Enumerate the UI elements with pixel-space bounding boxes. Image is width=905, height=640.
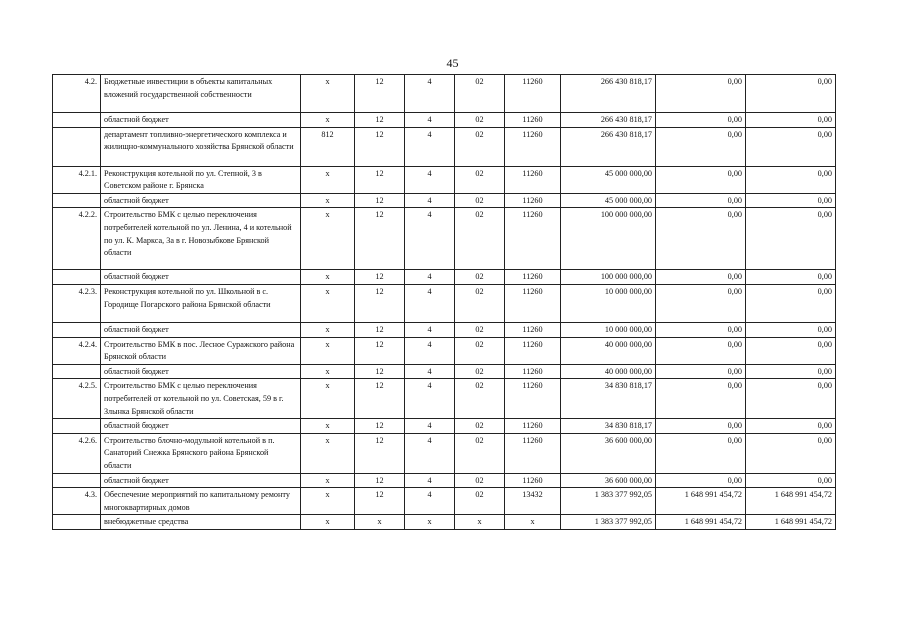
subsection-cell: 4 [405, 284, 455, 322]
amount-year2-cell: 0,00 [656, 127, 746, 166]
item-name-cell: Строительство БМК с целью переключения потребителей от котельной по ул. Советская, 59 в г. Злынка Брянской области [101, 379, 301, 419]
target-article-cell: 11260 [505, 379, 561, 419]
table-row [53, 379, 836, 419]
program-cell: 02 [455, 433, 505, 473]
subsection-cell: 4 [405, 208, 455, 270]
program-cell: 02 [455, 488, 505, 515]
code-cell: x [301, 364, 355, 379]
program-cell: x [455, 515, 505, 530]
subsection-cell: 4 [405, 113, 455, 128]
table-row [53, 515, 836, 530]
amount-year2-cell: 0,00 [656, 270, 746, 285]
item-name-cell: областной бюджет [101, 364, 301, 379]
amount-year1-cell: 45 000 000,00 [561, 193, 656, 208]
amount-year2-cell: 0,00 [656, 337, 746, 364]
row-number-cell: 4.2.1. [53, 166, 101, 193]
amount-year2-cell: 0,00 [656, 208, 746, 270]
program-cell: 02 [455, 75, 505, 113]
target-article-cell: 11260 [505, 364, 561, 379]
amount-year2-cell: 0,00 [656, 193, 746, 208]
code-cell: x [301, 337, 355, 364]
target-article-cell: 11260 [505, 419, 561, 434]
code-cell: 812 [301, 127, 355, 166]
amount-year3-cell: 0,00 [746, 127, 836, 166]
row-number-cell [53, 515, 101, 530]
table-row [53, 270, 836, 285]
item-name-cell: Строительство БМК в пос. Лесное Суражского района Брянской области [101, 337, 301, 364]
amount-year3-cell: 0,00 [746, 419, 836, 434]
row-number-cell [53, 193, 101, 208]
table-row [53, 419, 836, 434]
code-cell: x [301, 379, 355, 419]
program-cell: 02 [455, 208, 505, 270]
program-cell: 02 [455, 322, 505, 337]
subsection-cell: 4 [405, 433, 455, 473]
program-cell: 02 [455, 166, 505, 193]
item-name-cell: областной бюджет [101, 473, 301, 488]
subsection-cell: 4 [405, 488, 455, 515]
page-number: 45 [446, 56, 459, 70]
amount-year1-cell: 10 000 000,00 [561, 284, 656, 322]
subsection-cell: 4 [405, 75, 455, 113]
amount-year1-cell: 36 600 000,00 [561, 473, 656, 488]
table-row [53, 322, 836, 337]
section-cell: 12 [355, 379, 405, 419]
amount-year2-cell: 0,00 [656, 433, 746, 473]
target-article-cell: 11260 [505, 337, 561, 364]
subsection-cell: 4 [405, 337, 455, 364]
amount-year2-cell: 0,00 [656, 75, 746, 113]
amount-year1-cell: 266 430 818,17 [561, 113, 656, 128]
subsection-cell: 4 [405, 322, 455, 337]
item-name-cell: Реконструкция котельной по ул. Школьной в с. Городище Погарского района Брянской области [101, 284, 301, 322]
amount-year3-cell: 0,00 [746, 433, 836, 473]
amount-year3-cell: 0,00 [746, 193, 836, 208]
row-number-cell: 4.2.4. [53, 337, 101, 364]
row-number-cell [53, 419, 101, 434]
target-article-cell: 11260 [505, 208, 561, 270]
table-row [53, 364, 836, 379]
amount-year2-cell: 0,00 [656, 419, 746, 434]
section-cell: 12 [355, 75, 405, 113]
code-cell: x [301, 419, 355, 434]
amount-year3-cell: 0,00 [746, 166, 836, 193]
code-cell: x [301, 515, 355, 530]
program-cell: 02 [455, 193, 505, 208]
amount-year2-cell: 1 648 991 454,72 [656, 488, 746, 515]
section-cell: 12 [355, 364, 405, 379]
section-cell: 12 [355, 208, 405, 270]
code-cell: x [301, 270, 355, 285]
row-number-cell: 4.2.3. [53, 284, 101, 322]
row-number-cell: 4.2.2. [53, 208, 101, 270]
amount-year1-cell: 40 000 000,00 [561, 364, 656, 379]
code-cell: x [301, 113, 355, 128]
code-cell: x [301, 208, 355, 270]
section-cell: 12 [355, 127, 405, 166]
item-name-cell: областной бюджет [101, 113, 301, 128]
row-number-cell: 4.2.5. [53, 379, 101, 419]
item-name-cell: Обеспечение мероприятий по капитальному ремонту многоквартирных домов [101, 488, 301, 515]
amount-year2-cell: 0,00 [656, 379, 746, 419]
table-row [53, 208, 836, 270]
amount-year2-cell: 0,00 [656, 284, 746, 322]
subsection-cell: 4 [405, 364, 455, 379]
amount-year1-cell: 40 000 000,00 [561, 337, 656, 364]
program-cell: 02 [455, 473, 505, 488]
section-cell: 12 [355, 488, 405, 515]
budget-table [52, 74, 836, 530]
section-cell: 12 [355, 473, 405, 488]
row-number-cell [53, 127, 101, 166]
amount-year1-cell: 100 000 000,00 [561, 270, 656, 285]
amount-year1-cell: 10 000 000,00 [561, 322, 656, 337]
table-row [53, 75, 836, 113]
table-row [53, 473, 836, 488]
amount-year1-cell: 34 830 818,17 [561, 419, 656, 434]
row-number-cell: 4.2. [53, 75, 101, 113]
row-number-cell [53, 364, 101, 379]
amount-year2-cell: 0,00 [656, 113, 746, 128]
section-cell: 12 [355, 113, 405, 128]
item-name-cell: Реконструкция котельной по ул. Степной, 3 в Советском районе г. Брянска [101, 166, 301, 193]
amount-year3-cell: 0,00 [746, 364, 836, 379]
amount-year3-cell: 0,00 [746, 379, 836, 419]
target-article-cell: 11260 [505, 113, 561, 128]
program-cell: 02 [455, 127, 505, 166]
code-cell: x [301, 166, 355, 193]
item-name-cell: Бюджетные инвестиции в объекты капитальных вложений государственной собственности [101, 75, 301, 113]
amount-year3-cell: 1 648 991 454,72 [746, 515, 836, 530]
item-name-cell: областной бюджет [101, 322, 301, 337]
program-cell: 02 [455, 364, 505, 379]
code-cell: x [301, 193, 355, 208]
target-article-cell: 11260 [505, 127, 561, 166]
program-cell: 02 [455, 419, 505, 434]
amount-year3-cell: 0,00 [746, 113, 836, 128]
section-cell: 12 [355, 433, 405, 473]
amount-year1-cell: 34 830 818,17 [561, 379, 656, 419]
amount-year3-cell: 1 648 991 454,72 [746, 488, 836, 515]
table-row [53, 127, 836, 166]
row-number-cell: 4.3. [53, 488, 101, 515]
section-cell: 12 [355, 419, 405, 434]
row-number-cell [53, 322, 101, 337]
subsection-cell: 4 [405, 193, 455, 208]
subsection-cell: 4 [405, 127, 455, 166]
amount-year2-cell: 1 648 991 454,72 [656, 515, 746, 530]
subsection-cell: 4 [405, 419, 455, 434]
target-article-cell: 11260 [505, 433, 561, 473]
row-number-cell [53, 113, 101, 128]
section-cell: 12 [355, 270, 405, 285]
table-row [53, 488, 836, 515]
program-cell: 02 [455, 337, 505, 364]
item-name-cell: областной бюджет [101, 419, 301, 434]
table-row [53, 433, 836, 473]
target-article-cell: 11260 [505, 284, 561, 322]
target-article-cell: 11260 [505, 473, 561, 488]
section-cell: 12 [355, 193, 405, 208]
code-cell: x [301, 284, 355, 322]
section-cell: 12 [355, 322, 405, 337]
code-cell: x [301, 433, 355, 473]
amount-year3-cell: 0,00 [746, 208, 836, 270]
subsection-cell: 4 [405, 270, 455, 285]
target-article-cell: 11260 [505, 75, 561, 113]
section-cell: 12 [355, 284, 405, 322]
target-article-cell: 11260 [505, 166, 561, 193]
amount-year2-cell: 0,00 [656, 166, 746, 193]
amount-year1-cell: 266 430 818,17 [561, 75, 656, 113]
item-name-cell: Строительство БМК с целью переключения потребителей котельной по ул. Ленина, 4 и котельной по ул. К. Маркса, 3а в г. Новозыбкове Брянской области [101, 208, 301, 270]
item-name-cell: Строительство блочно-модульной котельной в п. Санаторий Снежка Брянского района Брянской области [101, 433, 301, 473]
program-cell: 02 [455, 284, 505, 322]
section-cell: x [355, 515, 405, 530]
item-name-cell: областной бюджет [101, 270, 301, 285]
target-article-cell: 11260 [505, 322, 561, 337]
table-row [53, 337, 836, 364]
table-row [53, 284, 836, 322]
table-row [53, 113, 836, 128]
section-cell: 12 [355, 337, 405, 364]
subsection-cell: x [405, 515, 455, 530]
amount-year1-cell: 45 000 000,00 [561, 166, 656, 193]
subsection-cell: 4 [405, 379, 455, 419]
table-row [53, 166, 836, 193]
amount-year1-cell: 266 430 818,17 [561, 127, 656, 166]
code-cell: x [301, 473, 355, 488]
amount-year1-cell: 36 600 000,00 [561, 433, 656, 473]
item-name-cell: внебюджетные средства [101, 515, 301, 530]
row-number-cell [53, 270, 101, 285]
code-cell: x [301, 488, 355, 515]
target-article-cell: x [505, 515, 561, 530]
subsection-cell: 4 [405, 473, 455, 488]
amount-year3-cell: 0,00 [746, 270, 836, 285]
program-cell: 02 [455, 113, 505, 128]
amount-year3-cell: 0,00 [746, 337, 836, 364]
amount-year2-cell: 0,00 [656, 364, 746, 379]
item-name-cell: областной бюджет [101, 193, 301, 208]
section-cell: 12 [355, 166, 405, 193]
amount-year3-cell: 0,00 [746, 284, 836, 322]
code-cell: x [301, 322, 355, 337]
amount-year2-cell: 0,00 [656, 322, 746, 337]
amount-year1-cell: 100 000 000,00 [561, 208, 656, 270]
target-article-cell: 11260 [505, 270, 561, 285]
amount-year3-cell: 0,00 [746, 75, 836, 113]
amount-year1-cell: 1 383 377 992,05 [561, 515, 656, 530]
row-number-cell: 4.2.6. [53, 433, 101, 473]
amount-year1-cell: 1 383 377 992,05 [561, 488, 656, 515]
item-name-cell: департамент топливно-энергетического комплекса и жилищно-коммунального хозяйства Брянской области [101, 127, 301, 166]
target-article-cell: 13432 [505, 488, 561, 515]
program-cell: 02 [455, 379, 505, 419]
target-article-cell: 11260 [505, 193, 561, 208]
program-cell: 02 [455, 270, 505, 285]
code-cell: x [301, 75, 355, 113]
table-row [53, 193, 836, 208]
row-number-cell [53, 473, 101, 488]
amount-year3-cell: 0,00 [746, 322, 836, 337]
subsection-cell: 4 [405, 166, 455, 193]
amount-year2-cell: 0,00 [656, 473, 746, 488]
amount-year3-cell: 0,00 [746, 473, 836, 488]
